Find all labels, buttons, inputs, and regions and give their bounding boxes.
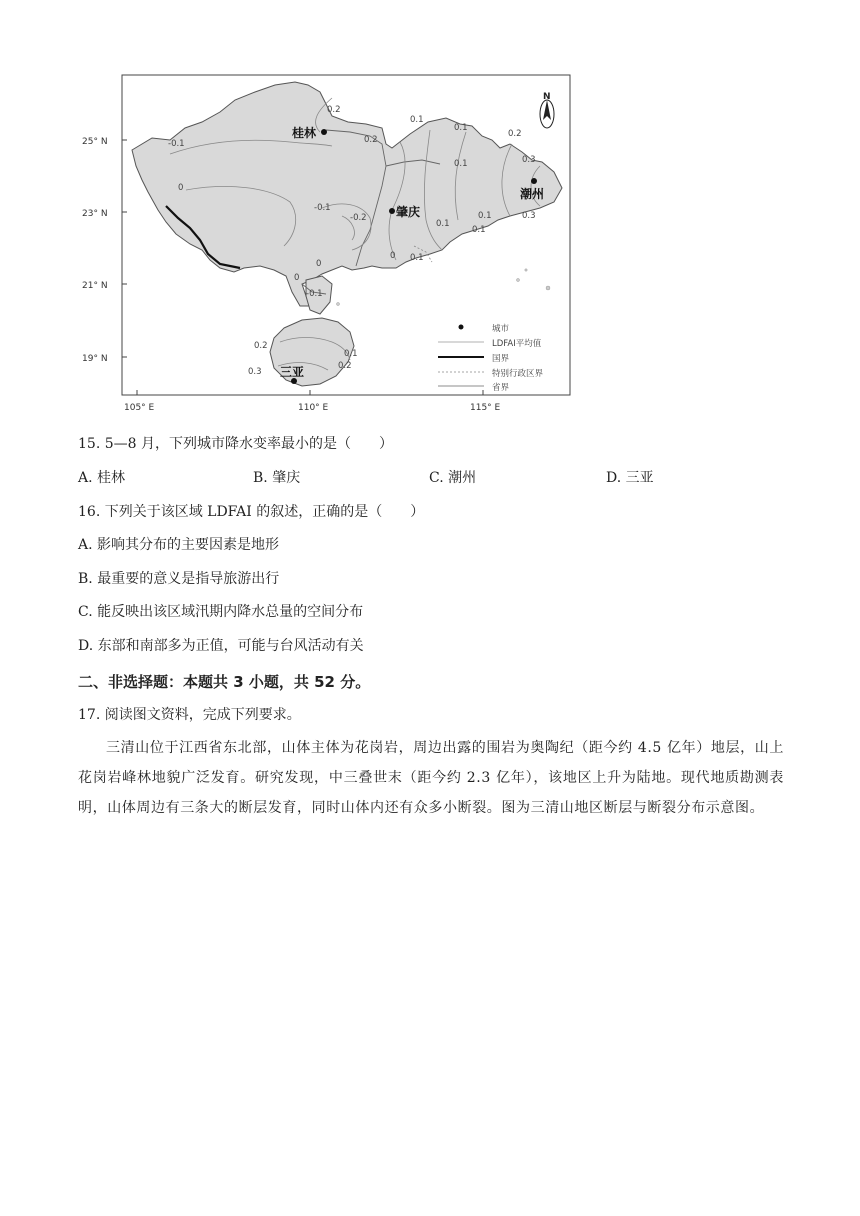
contour-label: -0.1 [314,203,331,213]
contour-label: 0 [390,251,396,261]
legend-sar-border: 特别行政区界 [492,369,544,379]
lon-label-115: 115° E [470,403,501,413]
legend-province-border: 省界 [492,383,510,393]
lat-label-23: 23° N [82,209,108,219]
contour-label: 0.2 [338,361,352,371]
contour-label: 0.3 [522,155,536,165]
question-17-stem: 17. 阅读图文资料，完成下列要求。 [78,707,301,723]
legend-national-border: 国界 [492,354,510,364]
city-dot-chaozhou [531,178,537,184]
q15-option-a: A. 桂林 [78,470,126,486]
contour-label: 0.1 [472,225,486,235]
q16-option-a: A. 影响其分布的主要因素是地形 [78,537,280,553]
section-2-heading: 二、非选择题：本题共 3 小题，共 52 分。 [78,673,371,691]
city-label-chaozhou: 潮州 [520,187,545,201]
contour-label: -0.2 [350,213,367,223]
lon-label-110: 110° E [298,403,329,413]
lat-label-19: 19° N [82,354,108,364]
city-label-zhaoqing: 肇庆 [396,205,421,219]
q16-option-d: D. 东部和南部多为正值，可能与台风活动有关 [78,638,364,654]
contour-label: -0.1 [306,289,323,299]
q16-option-c: C. 能反映出该区域汛期内降水总量的空间分布 [78,604,364,620]
contour-label: 0.1 [410,253,424,263]
lat-label-25: 25° N [82,137,108,147]
svg-text:N: N [543,92,551,102]
q15-option-d: D. 三亚 [606,470,654,486]
question-16-stem: 16. 下列关于该区域 LDFAI 的叙述，正确的是（ ） [78,504,425,520]
city-dot-guilin [321,129,327,135]
contour-label: 0.2 [508,129,522,139]
contour-label: 0.1 [454,159,468,169]
contour-label: 0 [294,273,300,283]
contour-label: 0.1 [410,115,424,125]
contour-label: 0 [316,259,322,269]
legend-ldfai: LDFAI平均值 [492,339,542,349]
contour-label: 0.3 [248,367,262,377]
question-17-paragraph: 三清山位于江西省东北部，山体主体为花岗岩，周边出露的围岩为奥陶纪（距今约 4.5 亿年）地层，山上花岗岩峰林地貌广泛发育。研究发现，中三叠世末（距今约 2.3 亿年），该地区上升为陆地。现代地质勘测表明，山体周边有三条大的断层发育，同时山体内还有众多小断裂。图为三清山地区断层与断裂分布示意图。 [78,740,784,816]
q16-option-b: B. 最重要的意义是指导旅游出行 [78,571,280,587]
question-15-stem: 15. 5—8 月，下列城市降水变率最小的是（ ） [78,436,393,452]
contour-label: 0.2 [254,341,268,351]
q15-option-b: B. 肇庆 [253,470,301,486]
contour-label: 0.1 [454,123,468,133]
contour-label: 0.2 [327,105,341,115]
city-label-guilin: 桂林 [292,126,317,140]
city-dot-zhaoqing [389,208,395,214]
contour-label: 0.1 [344,349,358,359]
contour-label: 0 [178,183,184,193]
q15-option-c: C. 潮州 [429,470,477,486]
contour-label: 0.1 [436,219,450,229]
contour-label: 0.2 [364,135,378,145]
ldfai-map [70,70,580,415]
city-label-sanya: 三亚 [280,365,305,379]
contour-label: 0.3 [522,211,536,221]
contour-label: 0.1 [478,211,492,221]
legend-city: 城市 [492,324,510,334]
contour-label: -0.1 [168,139,185,149]
lat-label-21: 21° N [82,281,108,291]
lon-label-105: 105° E [124,403,155,413]
